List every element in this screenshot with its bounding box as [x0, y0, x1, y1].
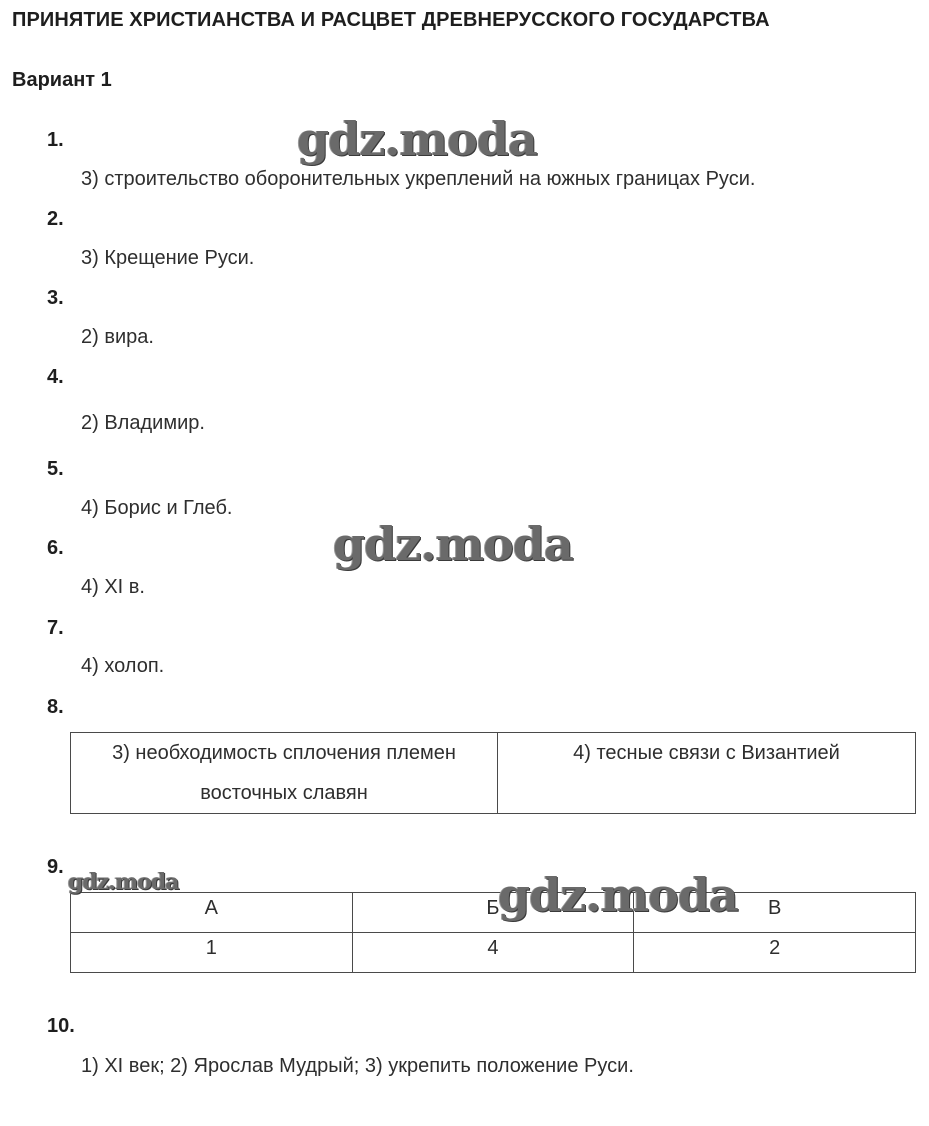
table-header-cell: В [634, 893, 916, 933]
answer-text: 2) Владимир. [81, 412, 205, 434]
question-number: 2. [47, 208, 64, 230]
page-title: ПРИНЯТИЕ ХРИСТИАНСТВА И РАСЦВЕТ ДРЕВНЕРУССКОГО ГОСУДАРСТВА [12, 9, 770, 31]
answer-text: 4) холоп. [81, 655, 165, 677]
table-header-cell: А [71, 893, 353, 933]
question-number: 10. [47, 1015, 75, 1037]
watermark-logo: gdz.moda [498, 868, 738, 922]
question-number: 1. [47, 129, 64, 151]
table-header-row [71, 893, 916, 933]
answer-text: 2) вира. [81, 326, 154, 348]
question-number: 8. [47, 696, 64, 718]
answer-text: 4) Борис и Глеб. [81, 497, 233, 519]
answer-text: 1) XI век; 2) Ярослав Мудрый; 3) укрепить положение Руси. [81, 1055, 634, 1077]
table-cell: 1 [71, 933, 353, 973]
watermark-logo: gdz.moda [68, 869, 179, 895]
answer-table-q9 [70, 892, 916, 973]
answer-text: 3) Крещение Руси. [81, 247, 255, 269]
question-number: 5. [47, 458, 64, 480]
table-row [71, 933, 916, 973]
question-number: 7. [47, 617, 64, 639]
answer-table-q8 [70, 732, 916, 814]
question-number: 6. [47, 537, 64, 559]
answer-text: 4) XI в. [81, 576, 145, 598]
variant-heading: Вариант 1 [12, 69, 112, 91]
question-number: 4. [47, 366, 64, 388]
table-cell-text: 4) тесные связи с Византией [573, 742, 840, 764]
table-cell: 2 [634, 933, 916, 973]
watermark-logo: gdz.moda [297, 112, 537, 166]
table-cell [498, 733, 916, 814]
table-cell: 4 [352, 933, 634, 973]
table-header-cell: Б [352, 893, 634, 933]
table-cell [71, 733, 498, 814]
question-number: 3. [47, 287, 64, 309]
table-cell-text: 3) необходимость сплочения племен восточных славян [112, 742, 456, 804]
question-number: 9. [47, 856, 64, 878]
answer-text: 3) строительство оборонительных укреплений на южных границах Руси. [81, 168, 756, 190]
watermark-logo: gdz.moda [333, 517, 573, 571]
